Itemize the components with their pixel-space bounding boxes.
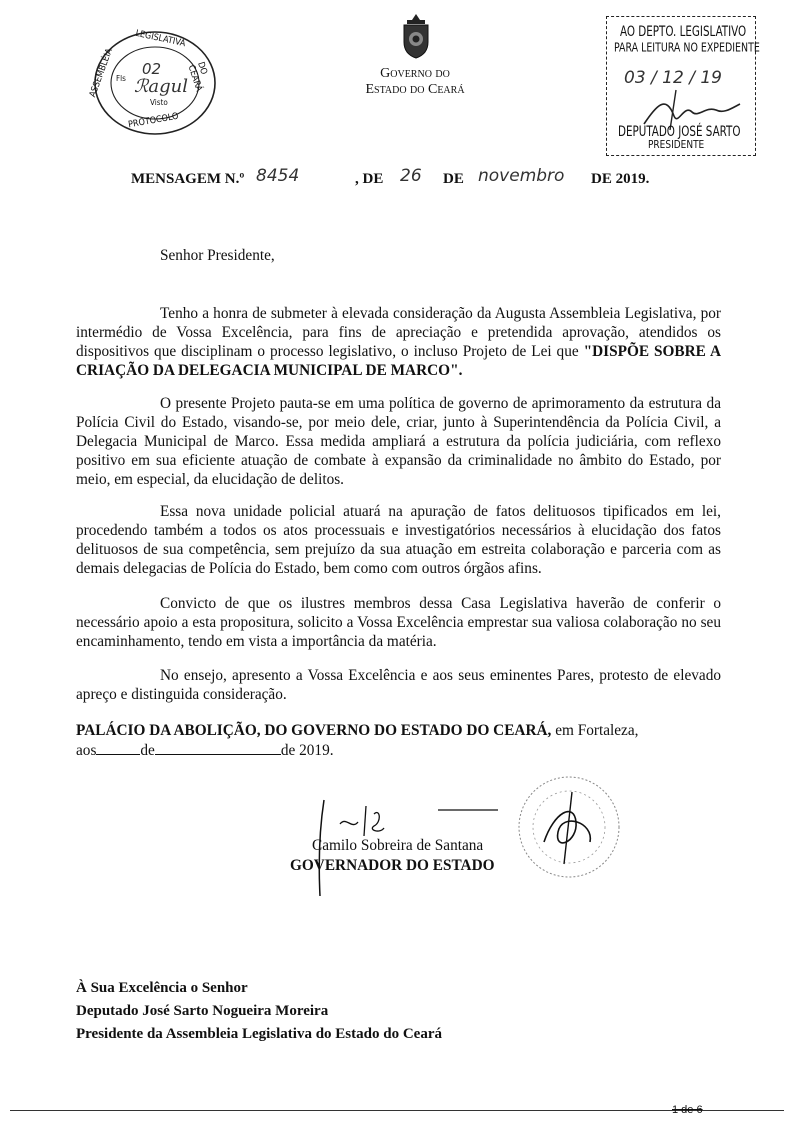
receipt-date: 03 / 12 / 19 bbox=[624, 68, 722, 88]
signer-title: GOVERNADOR DO ESTADO bbox=[290, 857, 495, 874]
header-line1: Governo do bbox=[380, 66, 450, 81]
paragraph-1 bbox=[76, 304, 721, 380]
paragraph-3 bbox=[76, 502, 721, 578]
receipt-stamp bbox=[606, 16, 760, 156]
paragraph-5-text: No ensejo, apresento a Vossa Excelência e aos seus eminentes Pares, protesto de elevado apreço e distinguida consideração. bbox=[76, 667, 721, 703]
paragraph-4 bbox=[76, 594, 721, 651]
closing-de: de bbox=[140, 742, 155, 759]
receipt-line1: AO DEPTO. LEGISLATIVO bbox=[620, 22, 747, 40]
stamp-ring-bottom: PROTOCOLO bbox=[127, 111, 180, 131]
receipt-line3: DEPUTADO JOSÉ SARTO bbox=[618, 122, 741, 140]
stamp-fls-label: Fls bbox=[116, 74, 126, 83]
message-day: 26 bbox=[400, 166, 422, 186]
closing-palace bbox=[76, 721, 721, 740]
paragraph-1-text: Tenho a honra de submeter à elevada consideração da Augusta Assembleia Legislativa, por intermédio de Vossa Excelência, para fins de apreciação e pretendida aprovação, atendidos os dispositivos que disciplinam o processo legislativo, o incluso Projeto de Lei que bbox=[76, 305, 721, 360]
paragraph-2 bbox=[76, 394, 721, 489]
closing-palace-rest: em Fortaleza, bbox=[551, 722, 639, 739]
recipient-line2: Deputado José Sarto Nogueira Moreira bbox=[76, 1003, 329, 1019]
governor-seal-icon bbox=[514, 772, 624, 882]
footer-page-number: 1 de 6 bbox=[672, 1104, 703, 1116]
closing-aos: aos bbox=[76, 742, 97, 759]
header-line2: Estado do Ceará bbox=[365, 82, 465, 97]
stamp-rubric: ℛagul bbox=[134, 76, 188, 97]
recipient-line1: À Sua Excelência o Senhor bbox=[76, 980, 248, 996]
stamp-ring-right: DO CEARÁ bbox=[185, 60, 209, 93]
closing-date-line bbox=[76, 742, 334, 760]
message-year: DE 2019. bbox=[591, 171, 650, 187]
receipt-line2: PARA LEITURA NO EXPEDIENTE bbox=[614, 40, 760, 56]
coat-of-arms-icon bbox=[398, 12, 434, 60]
message-de2: DE bbox=[443, 171, 464, 187]
stamp-visto-label: Visto bbox=[150, 98, 168, 107]
message-de1: , DE bbox=[355, 171, 384, 187]
protocol-stamp bbox=[90, 28, 220, 138]
signer-name: Camilo Sobreira de Santana bbox=[312, 837, 484, 854]
paragraph-3-text: Essa nova unidade policial atuará na apuração de fatos delituosos tipificados em lei, procedendo também a todos os atos processuais e investigatórios necessários à elucidação dos fatos delituosos de sua competência, sem prejuízo da sua atuação em estreita colaboração e parceria com as demais delegacias de Polícia do Estado, bem como com outros órgãos afins. bbox=[76, 503, 721, 577]
closing-palace-bold: PALÁCIO DA ABOLIÇÃO, DO GOVERNO DO ESTADO DO CEARÁ, bbox=[76, 722, 552, 739]
salutation: Senhor Presidente, bbox=[160, 247, 275, 264]
stamp-ring-top: LEGISLATIVA bbox=[134, 28, 187, 50]
receipt-line4: PRESIDENTE bbox=[648, 139, 705, 152]
header-title bbox=[330, 66, 500, 98]
message-number: 8454 bbox=[256, 166, 300, 186]
message-label: MENSAGEM N.º bbox=[131, 171, 245, 187]
message-month: novembro bbox=[478, 166, 565, 186]
paragraph-2-text: O presente Projeto pauta-se em uma política de governo de aprimoramento da estrutura da Polícia Civil do Estado, visando-se, por meio dele, criar, junto à Superintendência da Polícia Civil, a Delegacia Municipal de Marco. Essa medida ampliará a estrutura da polícia judiciária, com reflexo positivo em sua eficiente atuação de combate à expansão da criminalidade no âmbito do Estado, por meio, em especial, da elucidação de delitos. bbox=[76, 395, 721, 488]
stamp-ring-left: ASSEMBLÉIA bbox=[88, 47, 115, 99]
recipient-line3: Presidente da Assembleia Legislativa do Estado do Ceará bbox=[76, 1026, 442, 1042]
paragraph-5 bbox=[76, 666, 721, 704]
stamp-fls-value: 02 bbox=[142, 60, 162, 78]
recipient-block bbox=[76, 977, 442, 1046]
footer-rule bbox=[10, 1110, 784, 1111]
paragraph-4-text: Convicto de que os ilustres membros dessa Casa Legislativa haverão de conferir o necessário apoio a esta propositura, solicito a Vossa Excelência emprestar sua valiosa colaboração no seu encaminhamento, tendo em vista a importância da matéria. bbox=[76, 595, 721, 650]
paragraph-1-bold: "DISPÕE SOBRE A CRIAÇÃO DA DELEGACIA MUNICIPAL DE MARCO". bbox=[76, 343, 722, 379]
closing-year: de 2019. bbox=[280, 742, 334, 759]
